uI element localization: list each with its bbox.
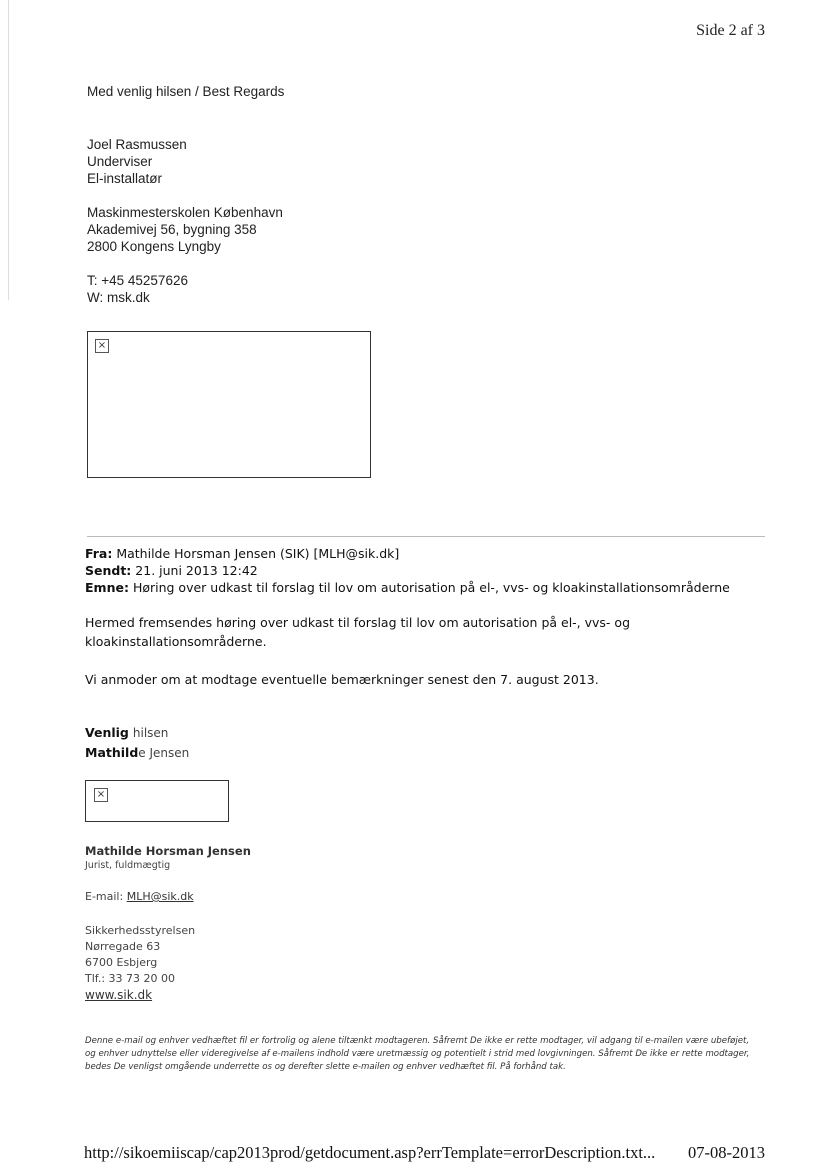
broken-image-icon: × (94, 788, 108, 802)
signer-title: Jurist, fuldmægtig (85, 860, 171, 871)
closing-bold: Venlig (85, 725, 129, 740)
address-line: Nørregade 63 (85, 940, 161, 953)
footer-date: 07-08-2013 (688, 1143, 765, 1162)
closing-text: hilsen (132, 726, 169, 740)
signer-title: El-installatør (87, 171, 163, 186)
organization: Sikkerhedsstyrelsen (85, 924, 196, 937)
separator (87, 536, 765, 537)
address-line: 2800 Kongens Lyngby (87, 239, 221, 254)
page-number: Side 2 af 3 (696, 22, 765, 39)
subject-line: Emne: Høring over udkast til forslag til lov om autorisation på el-, vvs- og kloakinstallationsområderne (85, 580, 730, 595)
signer-title: Underviser (87, 154, 153, 169)
email-link[interactable]: MLH@sik.dk (126, 890, 194, 903)
signer-name: Mathilde Horsman Jensen (85, 844, 251, 858)
broken-image-icon: × (95, 339, 109, 353)
scan-edge (8, 0, 9, 300)
signature-block-2 (85, 843, 251, 1004)
body-paragraph: Vi anmoder om at modtage eventuelle bemærkninger senest den 7. august 2013. (85, 672, 599, 687)
phone: Tlf.: 33 73 20 00 (85, 972, 176, 985)
website: W: msk.dk (87, 290, 150, 305)
address-line: Akademivej 56, bygning 358 (87, 222, 257, 237)
logo-placeholder-2 (85, 780, 229, 822)
disclaimer: Denne e-mail og enhver vedhæftet fil er fortrolig og alene tiltænkt modtageren. Såfremt De ikke er rette modtager, vil adgang til e-mailen være ubeføjet, og enhver udnyttelse eller videregivelse af e-mailens indhold være uretmæssig og potentielt i strid med lovgivningen. Såfremt De ikke er rette modtager, bedes De venligst omgående underrette os og derefter slette e-mailen og enhver vedhæftet fil. På forhånd tak. (85, 1036, 750, 1072)
website-link[interactable]: www.sik.dk (85, 988, 153, 1002)
signer-name: Joel Rasmussen (87, 137, 187, 152)
logo-placeholder-1 (87, 331, 371, 478)
signature-block-1 (87, 83, 284, 306)
email-closing (85, 723, 189, 763)
email-body (85, 613, 630, 689)
body-paragraph: Hermed fremsendes høring over udkast til forslag til lov om autorisation på el-, vvs- og (85, 615, 631, 630)
organization: Maskinmesterskolen København (87, 205, 283, 220)
closing-text: e Jensen (138, 746, 190, 760)
phone: T: +45 45257626 (87, 273, 188, 288)
from-line: Fra: Mathilde Horsman Jensen (SIK) [MLH@sik.dk] (85, 546, 400, 561)
email-header (85, 545, 730, 596)
footer-url: http://sikoemiiscap/cap2013prod/getdocument.asp?errTemplate=errorDescription.txt... (84, 1143, 656, 1162)
body-paragraph: kloakinstallationsområderne. (85, 634, 267, 649)
email-line: E-mail: MLH@sik.dk (85, 890, 194, 903)
greeting: Med venlig hilsen / Best Regards (87, 84, 285, 99)
sent-line: Sendt: 21. juni 2013 12:42 (85, 563, 258, 578)
closing-bold: Mathild (85, 745, 139, 760)
address-line: 6700 Esbjerg (85, 956, 158, 969)
